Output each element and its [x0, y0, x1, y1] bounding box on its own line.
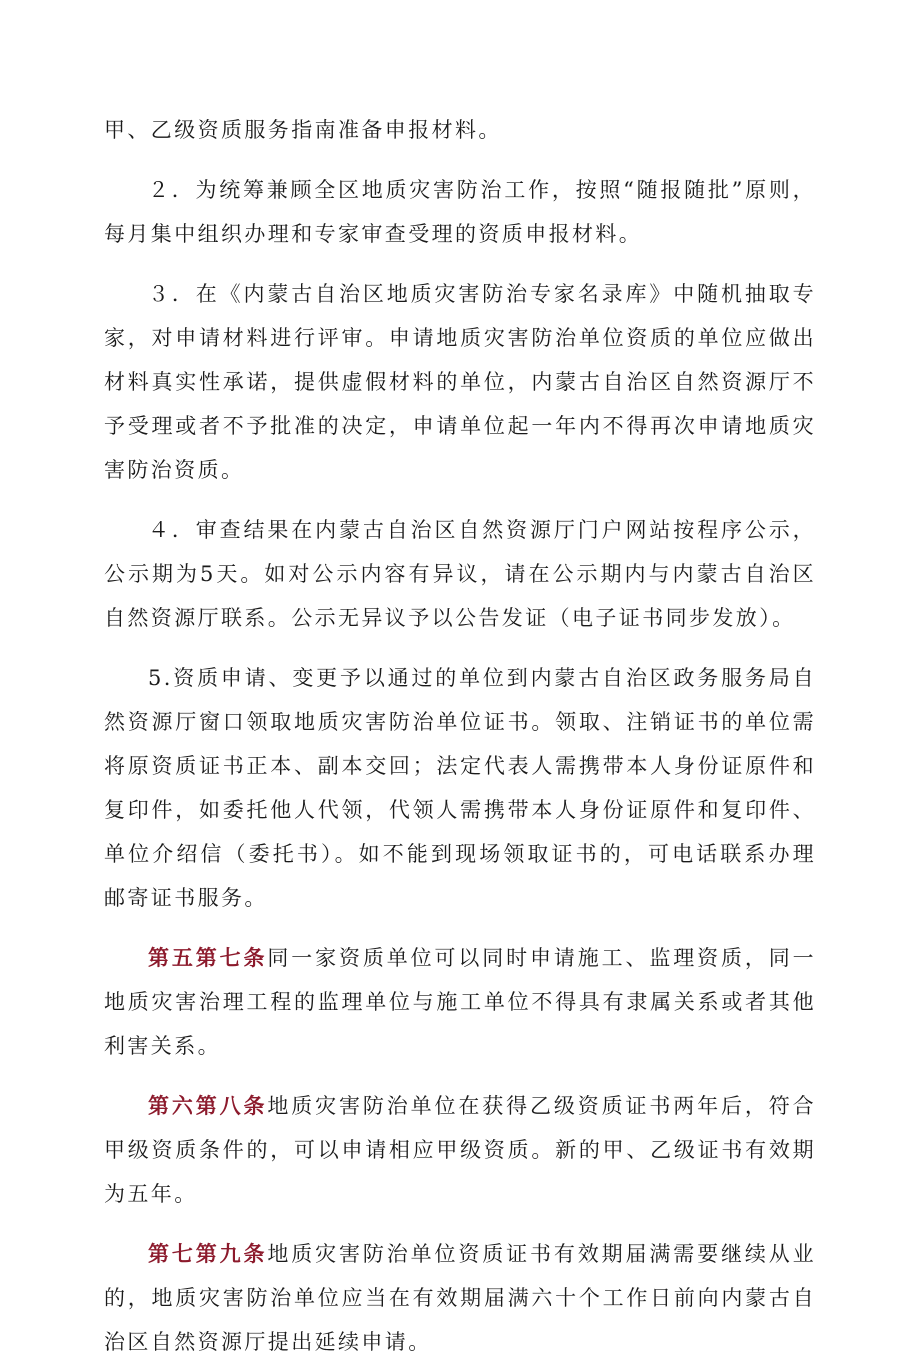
- document-page: [104, 108, 816, 1364]
- article-9: [104, 1232, 816, 1364]
- article-number: 第六第八条: [148, 1093, 268, 1118]
- article-text: 地质灾害防治单位在获得乙级资质证书两年后，符合甲级资质条件的，可以申请相应甲级资质。新的甲、乙级证书有效期为五年。: [104, 1094, 816, 1206]
- article-number: 第五第七条: [148, 945, 268, 970]
- paragraph-item-2: ２．为统筹兼顾全区地质灾害防治工作，按照“随报随批”原则，每月集中组织办理和专家审查受理的资质申报材料。: [104, 178, 816, 246]
- article-number: 第七第九条: [148, 1241, 268, 1266]
- paragraph-item-3: ３．在《内蒙古自治区地质灾害防治专家名录库》中随机抽取专家，对申请材料进行评审。申请地质灾害防治单位资质的单位应做出材料真实性承诺，提供虚假材料的单位，内蒙古自治区自然资源厅不予受理或者不予批准的决定，申请单位起一年内不得再次申请地质灾害防治资质。: [104, 282, 816, 482]
- paragraph-continuation: 甲、乙级资质服务指南准备申报材料。: [104, 118, 502, 142]
- article-text: 地质灾害防治单位资质证书有效期届满需要继续从业的，地质灾害防治单位应当在有效期届满六十个工作日前向内蒙古自治区自然资源厅提出延续申请。: [104, 1242, 816, 1354]
- article-8: [104, 1084, 816, 1216]
- article-7: [104, 936, 816, 1068]
- paragraph-item-5: 5.资质申请、变更予以通过的单位到内蒙古自治区政务服务局自然资源厅窗口领取地质灾害防治单位证书。领取、注销证书的单位需将原资质证书正本、副本交回；法定代表人需携带本人身份证原件和复印件，如委托他人代领，代领人需携带本人身份证原件和复印件、单位介绍信（委托书）。如不能到现场领取证书的，可电话联系办理邮寄证书服务。: [104, 666, 816, 910]
- article-text: 同一家资质单位可以同时申请施工、监理资质，同一地质灾害治理工程的监理单位与施工单位不得具有隶属关系或者其他利害关系。: [104, 946, 816, 1058]
- paragraph-item-4: ４．审查结果在内蒙古自治区自然资源厅门户网站按程序公示，公示期为5天。如对公示内容有异议，请在公示期内与内蒙古自治区自然资源厅联系。公示无异议予以公告发证（电子证书同步发放）。: [104, 518, 816, 630]
